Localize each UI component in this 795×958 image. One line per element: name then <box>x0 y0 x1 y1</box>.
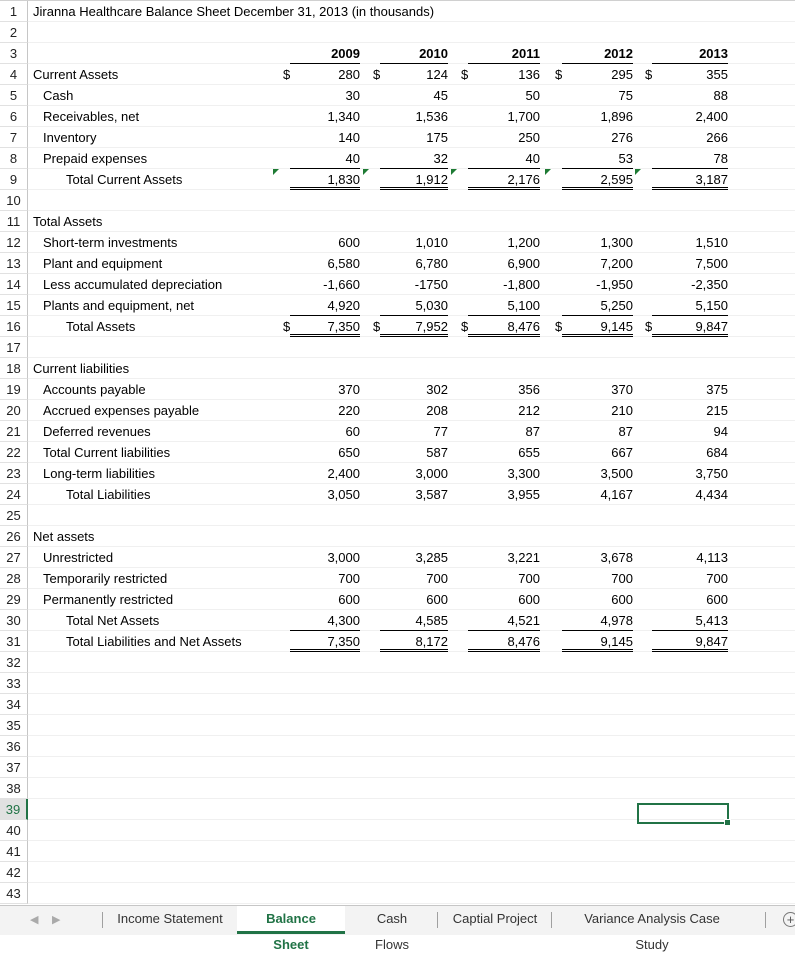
grid-row[interactable] <box>0 64 795 85</box>
row-header[interactable]: 39 <box>0 799 28 820</box>
value-cell[interactable]: 5,030 <box>380 295 448 316</box>
value-cell[interactable]: 4,978 <box>562 610 633 631</box>
grid-row[interactable] <box>0 883 795 904</box>
value-cell[interactable]: 302 <box>426 382 448 397</box>
grid-row[interactable] <box>0 43 795 64</box>
value-cell[interactable]: 40 <box>290 148 360 169</box>
year-header: 2013 <box>652 43 728 64</box>
row-header[interactable]: 3 <box>0 43 28 64</box>
next-sheet-arrow-icon[interactable]: ▶ <box>52 914 61 926</box>
value-cell[interactable]: 667 <box>611 445 633 460</box>
value-cell[interactable]: 53 <box>562 148 633 169</box>
row-label: Plants and equipment, net <box>43 298 195 313</box>
error-indicator-icon[interactable] <box>545 169 551 175</box>
row-header[interactable]: 1 <box>0 1 28 22</box>
value-cell[interactable]: 1,912 <box>380 169 448 190</box>
value-cell[interactable]: 1,700 <box>507 109 540 124</box>
value-cell[interactable]: 2,400 <box>695 109 728 124</box>
currency-symbol: $ <box>373 319 381 334</box>
row-header[interactable]: 28 <box>0 568 28 589</box>
row-header[interactable]: 6 <box>0 106 28 127</box>
gridline <box>28 903 795 904</box>
row-label: Total Assets <box>33 214 103 229</box>
row-label: Prepaid expenses <box>43 151 148 166</box>
value-cell[interactable]: 600 <box>706 592 728 607</box>
row-header[interactable]: 23 <box>0 463 28 484</box>
value-cell[interactable]: 3,750 <box>695 466 728 481</box>
grid-row[interactable] <box>0 736 795 757</box>
value-cell[interactable]: 77 <box>433 424 448 439</box>
value-cell[interactable]: 700 <box>706 571 728 586</box>
value-cell[interactable]: 1,510 <box>695 235 728 250</box>
value-cell[interactable]: 208 <box>426 403 448 418</box>
value-cell[interactable]: 3,300 <box>507 466 540 481</box>
grid-row[interactable] <box>0 484 795 505</box>
value-cell[interactable]: 375 <box>706 382 728 397</box>
currency-symbol: $ <box>555 319 563 334</box>
row-header[interactable]: 26 <box>0 526 28 547</box>
row-header[interactable]: 36 <box>0 736 28 757</box>
year-header: 2009 <box>290 43 360 64</box>
grid-row[interactable] <box>0 547 795 568</box>
value-cell[interactable]: 7,350 <box>290 316 360 337</box>
value-cell[interactable]: 700 <box>426 571 448 586</box>
value-cell[interactable]: 370 <box>338 382 360 397</box>
value-cell[interactable]: 8,476 <box>468 316 540 337</box>
value-cell[interactable]: 5,413 <box>652 610 728 631</box>
row-header[interactable]: 37 <box>0 757 28 778</box>
value-cell[interactable]: 700 <box>518 571 540 586</box>
value-cell[interactable]: 3,285 <box>415 550 448 565</box>
grid-row[interactable] <box>0 673 795 694</box>
value-cell[interactable]: 87 <box>525 424 540 439</box>
currency-symbol: $ <box>461 67 469 82</box>
fill-handle[interactable] <box>724 819 731 826</box>
value-cell[interactable]: 266 <box>706 130 728 145</box>
row-header[interactable]: 9 <box>0 169 28 190</box>
value-cell[interactable]: 4,167 <box>600 487 633 502</box>
currency-symbol: $ <box>283 319 291 334</box>
row-label: Current liabilities <box>33 361 130 376</box>
grid-row[interactable] <box>0 190 795 211</box>
value-cell[interactable]: 8,172 <box>380 631 448 652</box>
value-cell[interactable]: 3,000 <box>327 550 360 565</box>
row-header[interactable]: 5 <box>0 85 28 106</box>
value-cell[interactable]: 4,113 <box>696 550 728 565</box>
row-header[interactable]: 8 <box>0 148 28 169</box>
sheet-tab-bar <box>0 905 795 952</box>
grid-row[interactable] <box>0 274 795 295</box>
tab-separator <box>551 912 552 928</box>
value-cell[interactable]: 124 <box>426 67 448 82</box>
row-label: Cash <box>43 88 74 103</box>
value-cell[interactable]: 3,000 <box>415 466 448 481</box>
value-cell[interactable]: 6,900 <box>507 256 540 271</box>
year-header: 2010 <box>380 43 448 64</box>
row-header[interactable]: 17 <box>0 337 28 358</box>
year-header: 2012 <box>562 43 633 64</box>
row-label: Unrestricted <box>43 550 114 565</box>
row-label: Receivables, net <box>43 109 140 124</box>
row-label: Total Liabilities <box>66 487 151 502</box>
value-cell[interactable]: 5,100 <box>468 295 540 316</box>
grid-row[interactable] <box>0 85 795 106</box>
value-cell[interactable]: 3,050 <box>327 487 360 502</box>
grid-row[interactable] <box>0 694 795 715</box>
value-cell[interactable]: 2,595 <box>562 169 633 190</box>
value-cell[interactable]: 1,340 <box>327 109 360 124</box>
tab-cash-flows[interactable]: Cash Flows <box>375 911 409 952</box>
value-cell[interactable]: 600 <box>426 592 448 607</box>
row-label: Current Assets <box>33 67 119 82</box>
grid-row[interactable] <box>0 631 795 652</box>
value-cell[interactable]: 88 <box>713 88 728 103</box>
value-cell[interactable]: 5,250 <box>562 295 633 316</box>
row-header[interactable]: 25 <box>0 505 28 526</box>
value-cell[interactable]: 220 <box>338 403 360 418</box>
value-cell[interactable]: 175 <box>426 130 448 145</box>
value-cell[interactable]: 1,536 <box>415 109 448 124</box>
grid-row[interactable] <box>0 568 795 589</box>
grid-row[interactable] <box>0 442 795 463</box>
value-cell[interactable]: 4,920 <box>290 295 360 316</box>
grid-row[interactable] <box>0 316 795 337</box>
value-cell[interactable]: 5,150 <box>652 295 728 316</box>
grid-row[interactable] <box>0 526 795 547</box>
value-cell[interactable]: 4,521 <box>468 610 540 631</box>
row-label: Inventory <box>43 130 97 145</box>
row-label: Accounts payable <box>43 382 146 397</box>
value-cell[interactable]: -2,350 <box>691 277 728 292</box>
value-cell[interactable]: 2,176 <box>468 169 540 190</box>
row-label: Long-term liabilities <box>43 466 155 481</box>
currency-symbol: $ <box>461 319 469 334</box>
value-cell[interactable]: 87 <box>618 424 633 439</box>
value-cell[interactable]: 7,200 <box>600 256 633 271</box>
row-label: Deferred revenues <box>43 424 151 439</box>
value-cell[interactable]: 1,830 <box>290 169 360 190</box>
row-label: Accrued expenses payable <box>43 403 200 418</box>
row-header[interactable]: 11 <box>0 211 28 232</box>
tab-separator <box>102 912 103 928</box>
value-cell[interactable]: 700 <box>338 571 360 586</box>
grid-row[interactable] <box>0 841 795 862</box>
row-header[interactable]: 34 <box>0 694 28 715</box>
row-header[interactable]: 24 <box>0 484 28 505</box>
value-cell[interactable]: 140 <box>338 130 360 145</box>
row-header[interactable]: 43 <box>0 883 28 904</box>
prev-sheet-arrow-icon[interactable]: ◀ <box>30 914 39 926</box>
row-header[interactable]: 14 <box>0 274 28 295</box>
row-header[interactable]: 27 <box>0 547 28 568</box>
tab-balance-sheet[interactable]: Balance Sheet <box>237 906 345 934</box>
value-cell[interactable]: 587 <box>426 445 448 460</box>
currency-symbol: $ <box>645 319 653 334</box>
grid-row[interactable] <box>0 862 795 883</box>
row-header[interactable]: 16 <box>0 316 28 337</box>
value-cell[interactable]: 684 <box>706 445 728 460</box>
value-cell[interactable]: 600 <box>611 592 633 607</box>
value-cell[interactable]: 1,010 <box>415 235 448 250</box>
row-header[interactable]: 21 <box>0 421 28 442</box>
grid-row[interactable] <box>0 400 795 421</box>
value-cell[interactable]: 4,434 <box>695 487 728 502</box>
value-cell[interactable]: 356 <box>518 382 540 397</box>
row-label: Less accumulated depreciation <box>43 277 223 292</box>
value-cell[interactable]: 6,780 <box>415 256 448 271</box>
value-cell[interactable]: 94 <box>713 424 728 439</box>
value-cell[interactable]: 50 <box>525 88 540 103</box>
value-cell[interactable]: 40 <box>468 148 540 169</box>
tab-separator <box>765 912 766 928</box>
value-cell[interactable]: 78 <box>652 148 728 169</box>
value-cell[interactable]: 7,500 <box>695 256 728 271</box>
row-label: Temporarily restricted <box>43 571 168 586</box>
add-sheet-icon[interactable]: + <box>783 912 795 927</box>
value-cell[interactable]: 3,221 <box>507 550 540 565</box>
grid-row[interactable] <box>0 169 795 190</box>
currency-symbol: $ <box>373 67 381 82</box>
currency-symbol: $ <box>283 67 291 82</box>
value-cell[interactable]: 9,145 <box>562 316 633 337</box>
value-cell[interactable]: 7,952 <box>380 316 448 337</box>
value-cell[interactable]: 3,500 <box>600 466 633 481</box>
row-header[interactable]: 4 <box>0 64 28 85</box>
currency-symbol: $ <box>555 67 563 82</box>
value-cell[interactable]: 295 <box>611 67 633 82</box>
row-header[interactable]: 7 <box>0 127 28 148</box>
row-header[interactable]: 10 <box>0 190 28 211</box>
row-label: Net assets <box>33 529 95 544</box>
sheet-title: Jiranna Healthcare Balance Sheet December 31, 2013 (in thousands) <box>33 4 435 19</box>
row-label: Total Net Assets <box>66 613 160 628</box>
grid-row[interactable] <box>0 295 795 316</box>
value-cell[interactable]: 136 <box>518 67 540 82</box>
grid-row[interactable] <box>0 778 795 799</box>
value-cell[interactable]: 1,200 <box>507 235 540 250</box>
error-indicator-icon[interactable] <box>451 169 457 175</box>
grid-row[interactable] <box>0 211 795 232</box>
value-cell[interactable]: 6,580 <box>327 256 360 271</box>
grid-row[interactable] <box>0 253 795 274</box>
row-header[interactable]: 18 <box>0 358 28 379</box>
grid-row[interactable] <box>0 589 795 610</box>
row-header[interactable]: 38 <box>0 778 28 799</box>
row-header[interactable]: 13 <box>0 253 28 274</box>
value-cell[interactable]: 212 <box>518 403 540 418</box>
grid-row[interactable] <box>0 505 795 526</box>
value-cell[interactable]: -1,800 <box>503 277 540 292</box>
value-cell[interactable]: 370 <box>611 382 633 397</box>
grid-row[interactable] <box>0 715 795 736</box>
row-header[interactable]: 32 <box>0 652 28 673</box>
value-cell[interactable]: 4,300 <box>290 610 360 631</box>
value-cell[interactable]: 1,300 <box>600 235 633 250</box>
value-cell[interactable]: 250 <box>518 130 540 145</box>
value-cell[interactable]: 4,585 <box>380 610 448 631</box>
value-cell[interactable]: 45 <box>433 88 448 103</box>
value-cell[interactable]: 355 <box>706 67 728 82</box>
row-label: Plant and equipment <box>43 256 163 271</box>
value-cell[interactable]: -1,950 <box>596 277 633 292</box>
grid-row[interactable] <box>0 232 795 253</box>
year-header: 2011 <box>468 43 540 64</box>
value-cell[interactable]: 1,896 <box>600 109 633 124</box>
error-indicator-icon[interactable] <box>363 169 369 175</box>
row-header[interactable]: 35 <box>0 715 28 736</box>
value-cell[interactable]: 600 <box>518 592 540 607</box>
row-label: Total Current Assets <box>66 172 183 187</box>
row-header[interactable]: 15 <box>0 295 28 316</box>
row-header[interactable]: 42 <box>0 862 28 883</box>
value-cell[interactable]: 600 <box>338 235 360 250</box>
grid-row[interactable] <box>0 757 795 778</box>
grid-row[interactable] <box>0 652 795 673</box>
row-header[interactable]: 40 <box>0 820 28 841</box>
row-header[interactable]: 22 <box>0 442 28 463</box>
grid-row[interactable] <box>0 358 795 379</box>
row-header[interactable]: 41 <box>0 841 28 862</box>
tab-variance-analysis-case-study[interactable]: Variance Analysis Case Study <box>584 911 720 952</box>
tab-income-statement[interactable]: Income Statement <box>117 911 223 926</box>
grid-row[interactable] <box>0 22 795 43</box>
row-label: Short-term investments <box>43 235 178 250</box>
error-indicator-icon[interactable] <box>635 169 641 175</box>
value-cell[interactable]: 655 <box>518 445 540 460</box>
grid-row[interactable] <box>0 106 795 127</box>
grid-row[interactable] <box>0 463 795 484</box>
value-cell[interactable]: 9,847 <box>652 631 728 652</box>
row-header[interactable]: 2 <box>0 22 28 43</box>
value-cell[interactable]: 276 <box>611 130 633 145</box>
value-cell[interactable]: 600 <box>338 592 360 607</box>
grid-row[interactable] <box>0 127 795 148</box>
row-label: Total Current liabilities <box>43 445 171 460</box>
row-header[interactable]: 33 <box>0 673 28 694</box>
grid-row[interactable] <box>0 379 795 400</box>
value-cell[interactable]: 75 <box>618 88 633 103</box>
value-cell[interactable]: 280 <box>338 67 360 82</box>
value-cell[interactable]: 9,847 <box>652 316 728 337</box>
value-cell[interactable]: 30 <box>345 88 360 103</box>
value-cell[interactable]: 3,587 <box>415 487 448 502</box>
tab-separator <box>437 912 438 928</box>
value-cell[interactable]: 9,145 <box>562 631 633 652</box>
row-header[interactable]: 12 <box>0 232 28 253</box>
value-cell[interactable]: 700 <box>611 571 633 586</box>
grid-row[interactable] <box>0 337 795 358</box>
value-cell[interactable]: 2,400 <box>327 466 360 481</box>
value-cell[interactable]: 210 <box>611 403 633 418</box>
value-cell[interactable]: 8,476 <box>468 631 540 652</box>
grid-row[interactable] <box>0 1 795 22</box>
value-cell[interactable]: 32 <box>380 148 448 169</box>
value-cell[interactable]: 3,955 <box>507 487 540 502</box>
value-cell[interactable]: -1750 <box>414 277 448 292</box>
value-cell[interactable]: 650 <box>338 445 360 460</box>
grid-row[interactable] <box>0 421 795 442</box>
value-cell[interactable]: 7,350 <box>290 631 360 652</box>
grid-row[interactable] <box>0 148 795 169</box>
row-header[interactable]: 19 <box>0 379 28 400</box>
row-header[interactable]: 30 <box>0 610 28 631</box>
error-indicator-icon[interactable] <box>273 169 279 175</box>
value-cell[interactable]: 215 <box>706 403 728 418</box>
row-label: Total Liabilities and Net Assets <box>66 634 242 649</box>
row-label: Permanently restricted <box>43 592 174 607</box>
row-header[interactable]: 29 <box>0 589 28 610</box>
value-cell[interactable]: -1,660 <box>323 277 360 292</box>
value-cell[interactable]: 3,678 <box>600 550 633 565</box>
grid-row[interactable] <box>0 610 795 631</box>
selected-cell[interactable] <box>637 803 729 824</box>
tab-captial-project[interactable]: Captial Project <box>452 911 538 926</box>
value-cell[interactable]: 3,187 <box>652 169 728 190</box>
currency-symbol: $ <box>645 67 653 82</box>
row-label: Total Assets <box>66 319 136 334</box>
row-header[interactable]: 20 <box>0 400 28 421</box>
row-header[interactable]: 31 <box>0 631 28 652</box>
value-cell[interactable]: 60 <box>345 424 360 439</box>
